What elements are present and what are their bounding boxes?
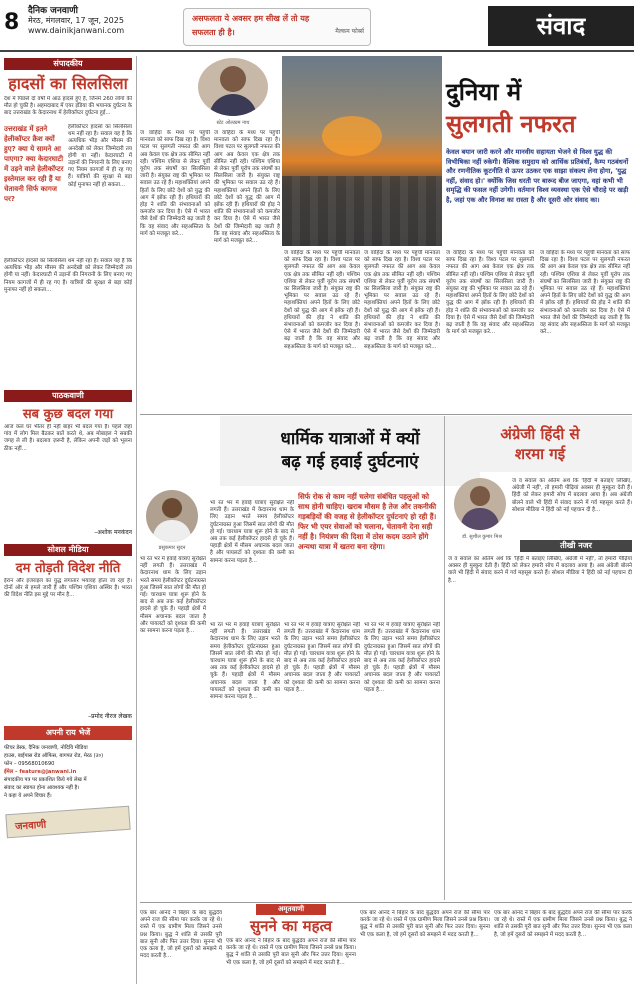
- editorial-body: हेलीकॉप्टर हादसों का सिलसिला थम नहीं रहा है। सवाल यह है कि अत्यधिक भीड़ और मौसम की अनदेखी को लेकर जिम्मेदारी तय होगी या नहीं। केदारघाटी में उड़ानों की निगरानी के लिए बनाए गए नियम कागजों में ही रह गए हैं। यात्रियों की सुरक्षा से बड़ा कोई मुनाफा नहीं हो सकता...: [4, 258, 132, 293]
- lead-body-col-5: ज वाहिदा के मध्य पर पहुंची मानवता को साफ दिख रहा है। विश्व पटल पर सुलगती नफरत की आग अब केवल एक क्षेत्र तक सीमित नहीं रही। पश्चिम एशिया से लेकर पूर्वी यूरोप तक संघर्षों का सिलसिला जारी है। संयुक्त राष्ट्र की भूमिका पर सवाल उठ रहे हैं। महाशक्तियां अपने हितों के लिए छोटे देशों को युद्ध की आग में झोंक रही हैं। हथियारों की होड़ ने शांति की संभावनाओं को कमजोर कर दिया है। ऐसे में भारत जैसे देशों की जिम्मेदारी बढ़ जाती है कि वह संवाद और सहअस्तित्व के मार्ग को मजबूत करे...: [446, 250, 534, 336]
- contact-title: अपनी राय भेजें: [4, 726, 132, 740]
- mid-author-photo: [146, 490, 198, 542]
- contact-email[interactable]: ईमेल – feature@janwani.in: [4, 769, 77, 775]
- contact-line: संपादकीय पत्र पर प्रकाशित किये गये लेख में: [4, 777, 87, 783]
- mid-author-caption: प्रसुकमार सुदन: [158, 545, 186, 551]
- amritvani-body-col-1: एक बार आनंद ने बिहार के बाद बुद्धदेव अपने राज की सीमा पार करके जा रहे थे। रास्ते में एक ग्रामीण मिला जिसने उनसे प्रश्न किया। बुद्ध ने शांति से उसकी पूरी बात सुनी और फिर उत्तर दिया। सुनना भी एक कला है, जो हमें दूसरों को समझने में मदद करती है...: [140, 910, 222, 960]
- contact-line: ने कहा ये अपने विचार हैं।: [4, 793, 52, 799]
- right-headline-box: [448, 416, 632, 472]
- paper-name: दैनिक जनवाणी: [28, 6, 78, 16]
- mid-body-intro: भा रत भर में हवाई यात्राएं सुरक्षित नहीं लगती हैं। उत्तराखंड में केदारनाथ धाम के लिए उड़ान भरते समय हेलीकॉप्टर दुर्घटनाग्रस्त हुआ जिसमें सात लोगों की मौत हो गई। चारधाम यात्रा शुरू होने के बाद से अब तक कई हेलीकॉप्टर हादसे हो चुके हैं। पहाड़ी क्षेत्रों में मौसम अचानक बदल जाता है और पायलटों को दृश्यता की कमी का सामना करना पड़ता है...: [210, 500, 294, 564]
- quote-line-2: सफलता ही है।: [192, 28, 235, 37]
- lead-photo-fire: [282, 56, 442, 246]
- editorial-headline: हादसों का सिलसिला: [8, 74, 128, 93]
- right-sub-tag: तीखी नजर: [520, 540, 632, 552]
- page-number: 8: [4, 10, 20, 35]
- mid-headline-line-1: धार्मिक यात्राओं में क्यों: [280, 429, 420, 449]
- newspaper-label: जनवाणी: [14, 819, 47, 833]
- editorial-side-body: हेलीकॉप्टर हादसों का सिलसिला थम नहीं रहा है। सवाल यह है कि अत्यधिक भीड़ और मौसम की अनदेखी को लेकर जिम्मेदारी तय होगी या नहीं। केदारघाटी में उड़ानों की निगरानी के लिए बनाए गए नियम कागजों में ही रह गए हैं। यात्रियों की सुरक्षा से बड़ा कोई मुनाफा नहीं हो सकता...: [68, 124, 132, 188]
- right-author-photo: [454, 478, 506, 530]
- contact-line: हाउस, बाईपास रोड ऑफिस, बागपत रोड, मेरठ (उ०): [4, 753, 104, 759]
- quote-line-1: असफलता ये अवसर हम सीख लें तो यह: [192, 14, 310, 23]
- column-divider: [136, 56, 137, 984]
- social-media-tag: सोशल मीडिया: [4, 544, 132, 556]
- mid-headline-box: [220, 416, 480, 486]
- reader-letter-body: आज कल घर भीतर ही नहीं बाहर भी बदल गया है। पहले जहां गांव में लोग मिल बैठकर बातें करते थे, अब मोबाइल ने सबकी जगह ले ली है। बदलाव ज़रूरी है, लेकिन अपनी जड़ों को भूलना ठीक नहीं...: [4, 424, 132, 452]
- right-body: ज व सवाल का अंतिम अर्थ कि 'हिंदी में बताइए लिखिए, अंग्रेजी में नहीं', तो हमारी पीढ़ियां अक्सर ही मुस्कुरा देती हैं। हिंदी को लेकर हमारी सोच में बदलाव आया है। अब अंग्रेजी बोलने वाले भी हिंदी में संवाद करने में गर्व महसूस करते हैं। सोशल मीडिया ने हिंदी को नई पहचान दी है...: [448, 556, 632, 584]
- mid-headline-line-2: बढ़ गई हवाई दुर्घटनाएं: [281, 452, 419, 472]
- mid-body-col-4: भा रत भर में हवाई यात्राएं सुरक्षित नहीं लगती हैं। उत्तराखंड में केदारनाथ धाम के लिए उड़ान भरते समय हेलीकॉप्टर दुर्घटनाग्रस्त हुआ जिसमें सात लोगों की मौत हो गई। चारधाम यात्रा शुरू होने के बाद से अब तक कई हेलीकॉप्टर हादसे हो चुके हैं। पहाड़ी क्षेत्रों में मौसम अचानक बदल जाता है और पायलटों को दृश्यता की कमी का सामना करना पड़ता है...: [364, 622, 440, 693]
- right-body-intro: ज व सवाल का अंतिम अर्थ कि 'हिंदी में बताइए लिखिए, अंग्रेजी में नहीं', तो हमारी पीढ़ियां अक्सर ही मुस्कुरा देती हैं। हिंदी को लेकर हमारी सोच में बदलाव आया है। अब अंग्रेजी बोलने वाले भी हिंदी में संवाद करने में गर्व महसूस करते हैं। सोशल मीडिया ने हिंदी को नई पहचान दी है...: [512, 478, 632, 513]
- social-media-headline: दम तोड़ती विदेश नीति: [15, 561, 121, 576]
- newspaper-graphic: [5, 806, 130, 839]
- dateline: मेरठ, मंगलवार, 17 जून, 2025: [28, 16, 124, 25]
- brand-block: [28, 6, 124, 36]
- mid-pullquote: सिर्फ रोक से काम नहीं चलेगा संबंधित पहलुओं को साथ होनी चाहिए। खराब मौसम है तेज और तकनीकी गड़बड़ियों की वजह से हेलीकॉप्टर दुर्घटनाएं हो रही हैं। फिर भी एयर सेवाओं को चलाना, चेतावनी देना सही नहीं है। नियंत्रण की दिशा में ठोस कदम उठाने होंगे अन्यथा यात्रा में खतरा बना रहेगा।: [298, 492, 437, 551]
- contact-line: संवाद का स्वागत होना आवश्यक नहीं है।: [4, 785, 80, 791]
- lead-body-col-2: ज वाहिदा के मध्य पर पहुंची मानवता को साफ दिख रहा है। विश्व पटल पर सुलगती नफरत की आग अब केवल एक क्षेत्र तक सीमित नहीं रही। पश्चिम एशिया से लेकर पूर्वी यूरोप तक संघर्षों का सिलसिला जारी है। संयुक्त राष्ट्र की भूमिका पर सवाल उठ रहे हैं। महाशक्तियां अपने हितों के लिए छोटे देशों को युद्ध की आग में झोंक रही हैं। हथियारों की होड़ ने शांति की संभावनाओं को कमजोर कर दिया है। ऐसे में भारत जैसे देशों की जिम्मेदारी बढ़ जाती है कि वह संवाद और सहअस्तित्व के मार्ग को मजबूत करे...: [214, 130, 280, 245]
- section-title: संवाद: [488, 6, 634, 46]
- amritvani-body-col-3: एक बार आनंद ने बिहार के बाद बुद्धदेव अपने राज की सीमा पार करके जा रहे थे। रास्ते में एक ग्रामीण मिला जिसने उनसे प्रश्न किया। बुद्ध ने शांति से उसकी पूरी बात सुनी और फिर उत्तर दिया। सुनना भी एक कला है, जो हमें दूसरों को समझने में मदद करती है...: [360, 910, 490, 938]
- website-link[interactable]: www.dainikjanwani.com: [28, 26, 125, 35]
- social-media-author: –प्रमोद नीरज लेखक: [88, 713, 132, 720]
- reader-letter-author: –अशोक मनकंदन: [94, 529, 132, 536]
- lead-body-col-3: ज वाहिदा के मध्य पर पहुंची मानवता को साफ दिख रहा है। विश्व पटल पर सुलगती नफरत की आग अब केवल एक क्षेत्र तक सीमित नहीं रही। पश्चिम एशिया से लेकर पूर्वी यूरोप तक संघर्षों का सिलसिला जारी है। संयुक्त राष्ट्र की भूमिका पर सवाल उठ रहे हैं। महाशक्तियां अपने हितों के लिए छोटे देशों को युद्ध की आग में झोंक रही हैं। हथियारों की होड़ ने शांति की संभावनाओं को कमजोर कर दिया है। ऐसे में भारत जैसे देशों की जिम्मेदारी बढ़ जाती है कि वह संवाद और सहअस्तित्व के मार्ग को मजबूत करे...: [284, 250, 360, 350]
- right-headline-line-1: अंग्रेजी हिंदी से: [500, 425, 580, 443]
- amritvani-body-col-2: एक बार आनंद ने बिहार के बाद बुद्धदेव अपने राज की सीमा पार करके जा रहे थे। रास्ते में एक ग्रामीण मिला जिसने उनसे प्रश्न किया। बुद्ध ने शांति से उसकी पूरी बात सुनी और फिर उत्तर दिया। सुनना भी एक कला है, जो हमें दूसरों को समझने में मदद करती है...: [226, 938, 356, 966]
- lead-author-photo: [198, 58, 268, 116]
- mid-body-col-3: भा रत भर में हवाई यात्राएं सुरक्षित नहीं लगती हैं। उत्तराखंड में केदारनाथ धाम के लिए उड़ान भरते समय हेलीकॉप्टर दुर्घटनाग्रस्त हुआ जिसमें सात लोगों की मौत हो गई। चारधाम यात्रा शुरू होने के बाद से अब तक कई हेलीकॉप्टर हादसे हो चुके हैं। पहाड़ी क्षेत्रों में मौसम अचानक बदल जाता है और पायलटों को दृश्यता की कमी का सामना करना पड़ता है...: [284, 622, 360, 693]
- editorial-tag: संपादकीय: [4, 58, 132, 70]
- right-author-caption: डॉ. सुशील कुमार मिश्र: [462, 534, 502, 540]
- social-media-body: ईरान और इजराइल का युद्ध लगातार भयावह होता जा रहा है। दोनों ओर से हमले जारी हैं और पश्चिम एशिया अस्थिर है। भारत की विदेश नीति इस मुद्दे पर मौन है...: [4, 578, 132, 599]
- amritvani-body-col-4: एक बार आनंद ने बिहार के बाद बुद्धदेव अपने राज की सीमा पार करके जा रहे थे। रास्ते में एक ग्रामीण मिला जिसने उनसे प्रश्न किया। बुद्ध ने शांति से उसकी पूरी बात सुनी और फिर उत्तर दिया। सुनना भी एक कला है, जो हमें दूसरों को समझने में मदद करती है...: [494, 910, 632, 938]
- lead-headline-line-2: सुलगती नफरत: [446, 110, 576, 138]
- amritvani-tag: अमृतवाणी: [256, 904, 326, 915]
- reader-letter-headline: सब कुछ बदल गया: [22, 407, 114, 422]
- quote-box: [183, 8, 371, 46]
- lead-headline-line-1: दुनिया में: [446, 78, 522, 106]
- mid-body-col-2: भा रत भर में हवाई यात्राएं सुरक्षित नहीं लगती हैं। उत्तराखंड में केदारनाथ धाम के लिए उड़ान भरते समय हेलीकॉप्टर दुर्घटनाग्रस्त हुआ जिसमें सात लोगों की मौत हो गई। चारधाम यात्रा शुरू होने के बाद से अब तक कई हेलीकॉप्टर हादसे हो चुके हैं। पहाड़ी क्षेत्रों में मौसम अचानक बदल जाता है और पायलटों को दृश्यता की कमी का सामना करना पड़ता है...: [210, 622, 280, 701]
- editorial-intro: देश में पिछले दो वर्षों में आठ हादसे हुए हैं, जिनमें 260 लोगों की मौत हो चुकी है। अहमदाबाद में एयर इंडिया की भयानक दुर्घटना के बाद उत्तराखंड के केदारनाथ में हेलीकॉप्टर दुर्घटना हुई...: [4, 96, 132, 117]
- lead-body-col-4: ज वाहिदा के मध्य पर पहुंची मानवता को साफ दिख रहा है। विश्व पटल पर सुलगती नफरत की आग अब केवल एक क्षेत्र तक सीमित नहीं रही। पश्चिम एशिया से लेकर पूर्वी यूरोप तक संघर्षों का सिलसिला जारी है। संयुक्त राष्ट्र की भूमिका पर सवाल उठ रहे हैं। महाशक्तियां अपने हितों के लिए छोटे देशों को युद्ध की आग में झोंक रही हैं। हथियारों की होड़ ने शांति की संभावनाओं को कमजोर कर दिया है। ऐसे में भारत जैसे देशों की जिम्मेदारी बढ़ जाती है कि वह संवाद और सहअस्तित्व के मार्ग को मजबूत करे...: [364, 250, 440, 350]
- masthead-divider: [0, 50, 634, 52]
- lead-body-col-6: ज वाहिदा के मध्य पर पहुंची मानवता को साफ दिख रहा है। विश्व पटल पर सुलगती नफरत की आग अब केवल एक क्षेत्र तक सीमित नहीं रही। पश्चिम एशिया से लेकर पूर्वी यूरोप तक संघर्षों का सिलसिला जारी है। संयुक्त राष्ट्र की भूमिका पर सवाल उठ रहे हैं। महाशक्तियां अपने हितों के लिए छोटे देशों को युद्ध की आग में झोंक रही हैं। हथियारों की होड़ ने शांति की संभावनाओं को कमजोर कर दिया है। ऐसे में भारत जैसे देशों की जिम्मेदारी बढ़ जाती है कि वह संवाद और सहअस्तित्व के मार्ग को मजबूत करे...: [540, 250, 630, 336]
- lead-deck: केवल बयान जारी करने और मानवीय सहायता भेजने से विश्व युद्ध की विभीषिका नहीं रुकेगी। वैश्विक समुदाय को आर्थिक प्रतिबंधों, कैम्प गठबंधनों और रणनीतिक कूटनीति से ऊपर उठकर एक साझा संकल्प लेना होगा, 'युद्ध नहीं, संवाद हो।' क्योंकि जिस धरती पर बारूद बीज जाएगा, वहां कभी भी समृद्धि की फसल नहीं उगेगी। वर्तमान विश्व व्यवस्था एक ऐसे चौराहे पर खड़ी है, जहां एक और विनाश का रास्ता है और दूसरी ओर संवाद का।: [446, 148, 629, 204]
- amritvani-headline: सुनने का महत्व: [250, 917, 332, 935]
- quote-author: मैल्कम फोर्ब्स: [335, 28, 364, 35]
- lead-body-col-1: ज वाहिदा के मध्य पर पहुंची मानवता को साफ दिख रहा है। विश्व पटल पर सुलगती नफरत की आग अब केवल एक क्षेत्र तक सीमित नहीं रही। पश्चिम एशिया से लेकर पूर्वी यूरोप तक संघर्षों का सिलसिला जारी है। संयुक्त राष्ट्र की भूमिका पर सवाल उठ रहे हैं। महाशक्तियां अपने हितों के लिए छोटे देशों को युद्ध की आग में झोंक रही हैं। हथियारों की होड़ ने शांति की संभावनाओं को कमजोर कर दिया है। ऐसे में भारत जैसे देशों की जिम्मेदारी बढ़ जाती है कि वह संवाद और सहअस्तित्व के मार्ग को मजबूत करे...: [140, 130, 210, 237]
- contact-line: फीचर डेस्क, दैनिक जनवाणी, नोदियि मीडिया: [4, 745, 88, 751]
- contact-line: फोन – 09568010690: [4, 761, 55, 767]
- lead-author-caption: स्टेट ओल्ट्यम नाथ: [216, 120, 250, 126]
- editorial-subhead: उत्तराखंड में इतने हेलीकॉप्टर क्रैश क्यों हुए? क्या ये सामने आ पाएगा? क्या केदारघाटी में उड़ने वाले हेलीकॉप्टर इस्तेमाल कर रही हैं या चेतावनी सिर्फ कागज पर?: [4, 125, 64, 203]
- section-divider: [140, 414, 632, 415]
- right-headline-line-2: शरमा गई: [514, 445, 566, 463]
- reader-letter-tag: पाठकवाणी: [4, 390, 132, 402]
- column-divider: [444, 416, 445, 900]
- section-divider: [140, 902, 632, 903]
- mid-body-col-1: भा रत भर में हवाई यात्राएं सुरक्षित नहीं लगती हैं। उत्तराखंड में केदारनाथ धाम के लिए उड़ान भरते समय हेलीकॉप्टर दुर्घटनाग्रस्त हुआ जिसमें सात लोगों की मौत हो गई। चारधाम यात्रा शुरू होने के बाद से अब तक कई हेलीकॉप्टर हादसे हो चुके हैं। पहाड़ी क्षेत्रों में मौसम अचानक बदल जाता है और पायलटों को दृश्यता की कमी का सामना करना पड़ता है...: [140, 556, 206, 635]
- contact-details: [4, 744, 132, 800]
